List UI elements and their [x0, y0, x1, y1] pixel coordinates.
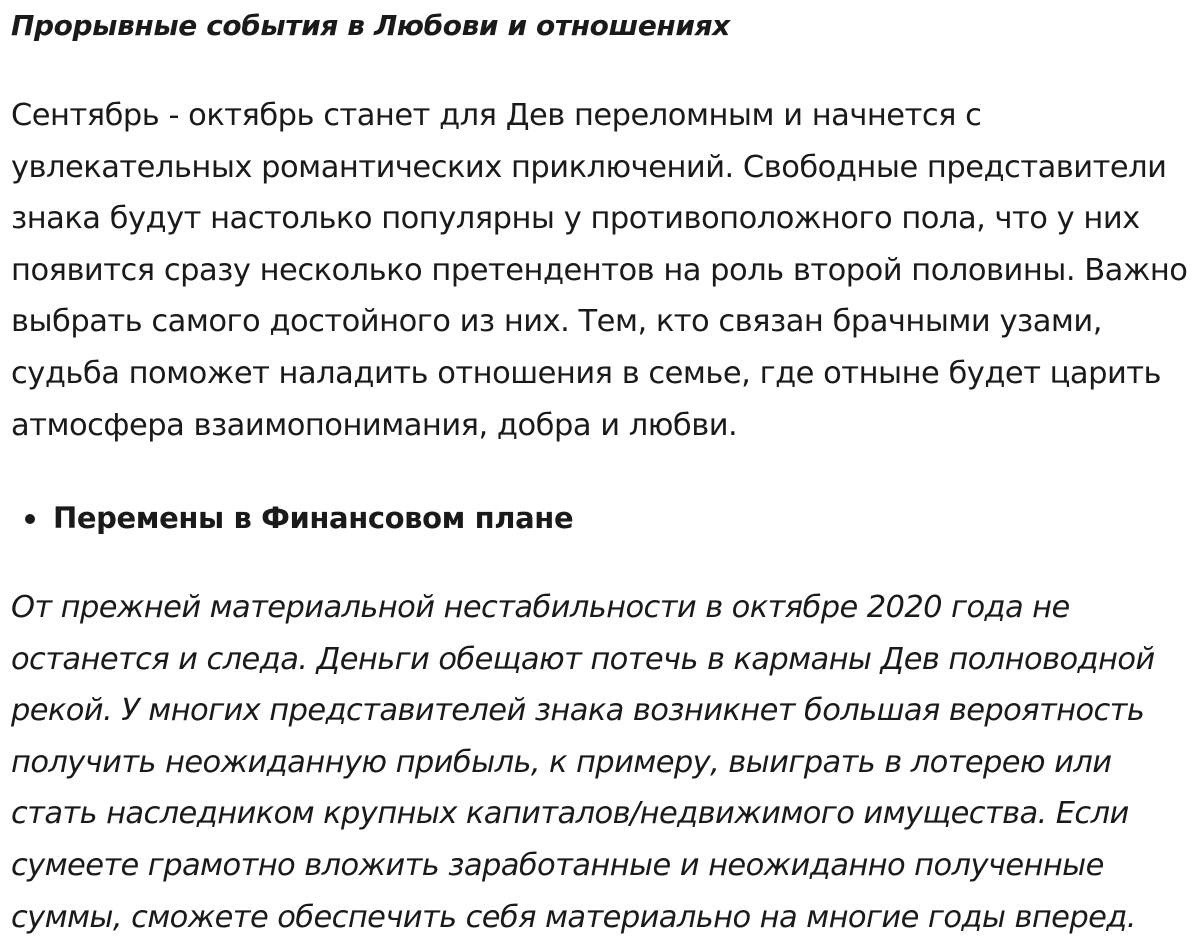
- paragraph-line: знака будут настолько популярны у противоположного пола, что у них: [11, 201, 1140, 237]
- paragraph-line: стать наследником крупных капиталов/недвижимого имущества. Если: [11, 796, 1129, 832]
- paragraph-line: выбрать самого достойного из них. Тем, кто связан брачными узами,: [11, 304, 1102, 340]
- paragraph-line: получить неожиданную прибыль, к примеру, выиграть в лотерею или: [11, 744, 1112, 780]
- paragraph-line: появится сразу несколько претендентов на роль второй половины. Важно: [11, 252, 1188, 288]
- paragraph-line: От прежней материальной нестабильности в октябре 2020 года не: [11, 590, 1070, 625]
- bullet-heading-finance: Перемены в Финансовом плане: [53, 501, 574, 535]
- paragraph-line: сумеете грамотно вложить заработанные и неожиданно полученные: [11, 847, 1104, 883]
- love-paragraph: [11, 90, 1196, 451]
- paragraph-line: рекой. У многих представителей знака возникнет большая вероятность: [11, 693, 1145, 729]
- finance-paragraph: [11, 582, 1196, 943]
- paragraph-line: останется и следа. Деньги обещают потечь в карманы Дев полноводной: [11, 641, 1155, 677]
- paragraph-line: атмосфера взаимопонимания, добра и любви.: [11, 407, 738, 443]
- bullet-list: [11, 494, 573, 542]
- bullet-dot-icon: [25, 514, 35, 524]
- paragraph-line: судьба поможет наладить отношения в семье, где отныне будет царить: [11, 355, 1162, 391]
- section-heading-love: Прорывные события в Любови и отношениях: [11, 9, 730, 42]
- bullet-item-finance: [11, 494, 573, 542]
- paragraph-line: увлекательных романтических приключений. Свободные представители: [11, 149, 1167, 185]
- paragraph-line: Сентябрь - октябрь станет для Дев переломным и начнется с: [11, 98, 982, 133]
- paragraph-line: суммы, сможете обеспечить себя материально на многие годы вперед.: [11, 899, 1136, 935]
